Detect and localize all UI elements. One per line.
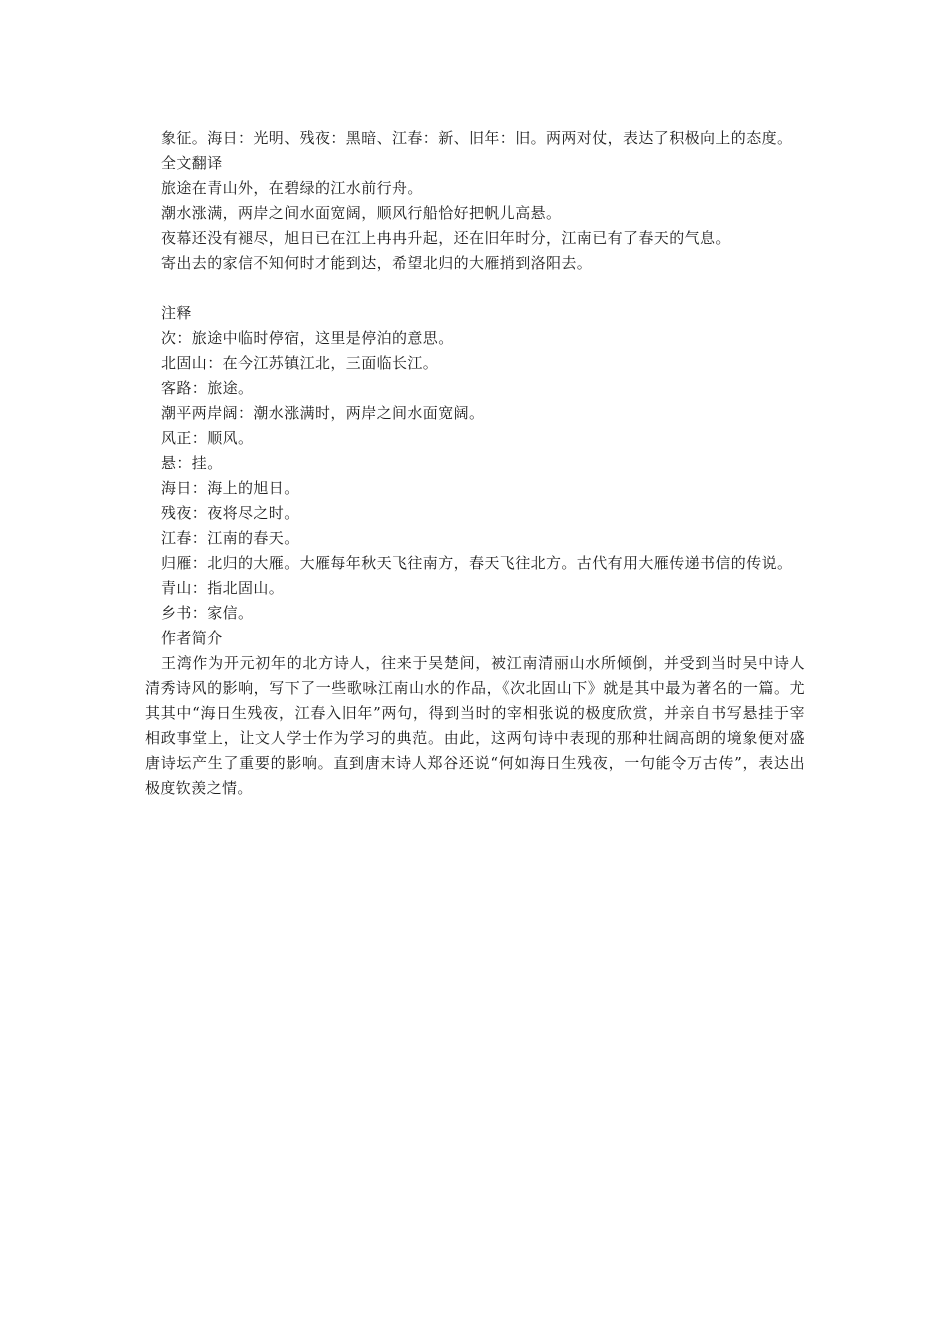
note-item: 归雁：北归的大雁。大雁每年秋天飞往南方，春天飞往北方。古代有用大雁传递书信的传说。 <box>161 554 793 572</box>
translation-line: 旅途在青山外，在碧绿的江水前行舟。 <box>161 179 423 197</box>
notes-heading: 注释 <box>161 304 192 322</box>
note-item: 风正：顺风。 <box>161 429 254 447</box>
author-paragraph: 王湾作为开元初年的北方诗人，往来于吴楚间，被江南清丽山水所倾倒，并受到当时吴中诗人清秀诗风的影响，写下了一些歌咏江南山水的作品，《次北固山下》就是其中最为著名的一篇。尤其其中“海日生残夜，江春入旧年”两句，得到当时的宰相张说的极度欣赏，并亲自书写悬挂于宰相政事堂上，让文人学士作为学习的典范。由此，这两句诗中表现的那种壮阔高朗的境象便对盛唐诗坛产生了重要的影响。直到唐末诗人郑谷还说“何如海日生残夜，一句能令万古传”，表达出极度钦羡之情。 <box>145 654 805 797</box>
translation-line: 夜幕还没有褪尽，旭日已在江上冉冉升起，还在旧年时分，江南已有了春天的气息。 <box>161 229 731 247</box>
note-item: 潮平两岸阔：潮水涨满时，两岸之间水面宽阔。 <box>161 404 485 422</box>
translation-line: 寄出去的家信不知何时才能到达，希望北归的大雁捎到洛阳去。 <box>161 254 593 272</box>
author-heading: 作者简介 <box>161 629 223 647</box>
note-item: 乡书：家信。 <box>161 604 254 622</box>
translation-line: 潮水涨满，两岸之间水面宽阔，顺风行船恰好把帆儿高悬。 <box>161 204 562 222</box>
translation-heading: 全文翻译 <box>161 154 223 172</box>
note-item: 悬：挂。 <box>161 454 223 472</box>
note-item: 海日：海上的旭日。 <box>161 479 300 497</box>
note-item: 残夜：夜将尽之时。 <box>161 504 300 522</box>
note-item: 客路：旅途。 <box>161 379 254 397</box>
intro-line: 象征。海日：光明、残夜：黑暗、江春：新、旧年：旧。两两对仗，表达了积极向上的态度。 <box>161 129 793 147</box>
note-item: 北固山：在今江苏镇江北，三面临长江。 <box>161 354 439 372</box>
note-item: 次：旅途中临时停宿，这里是停泊的意思。 <box>161 329 454 347</box>
note-item: 青山：指北固山。 <box>161 579 285 597</box>
note-item: 江春：江南的春天。 <box>161 529 300 547</box>
